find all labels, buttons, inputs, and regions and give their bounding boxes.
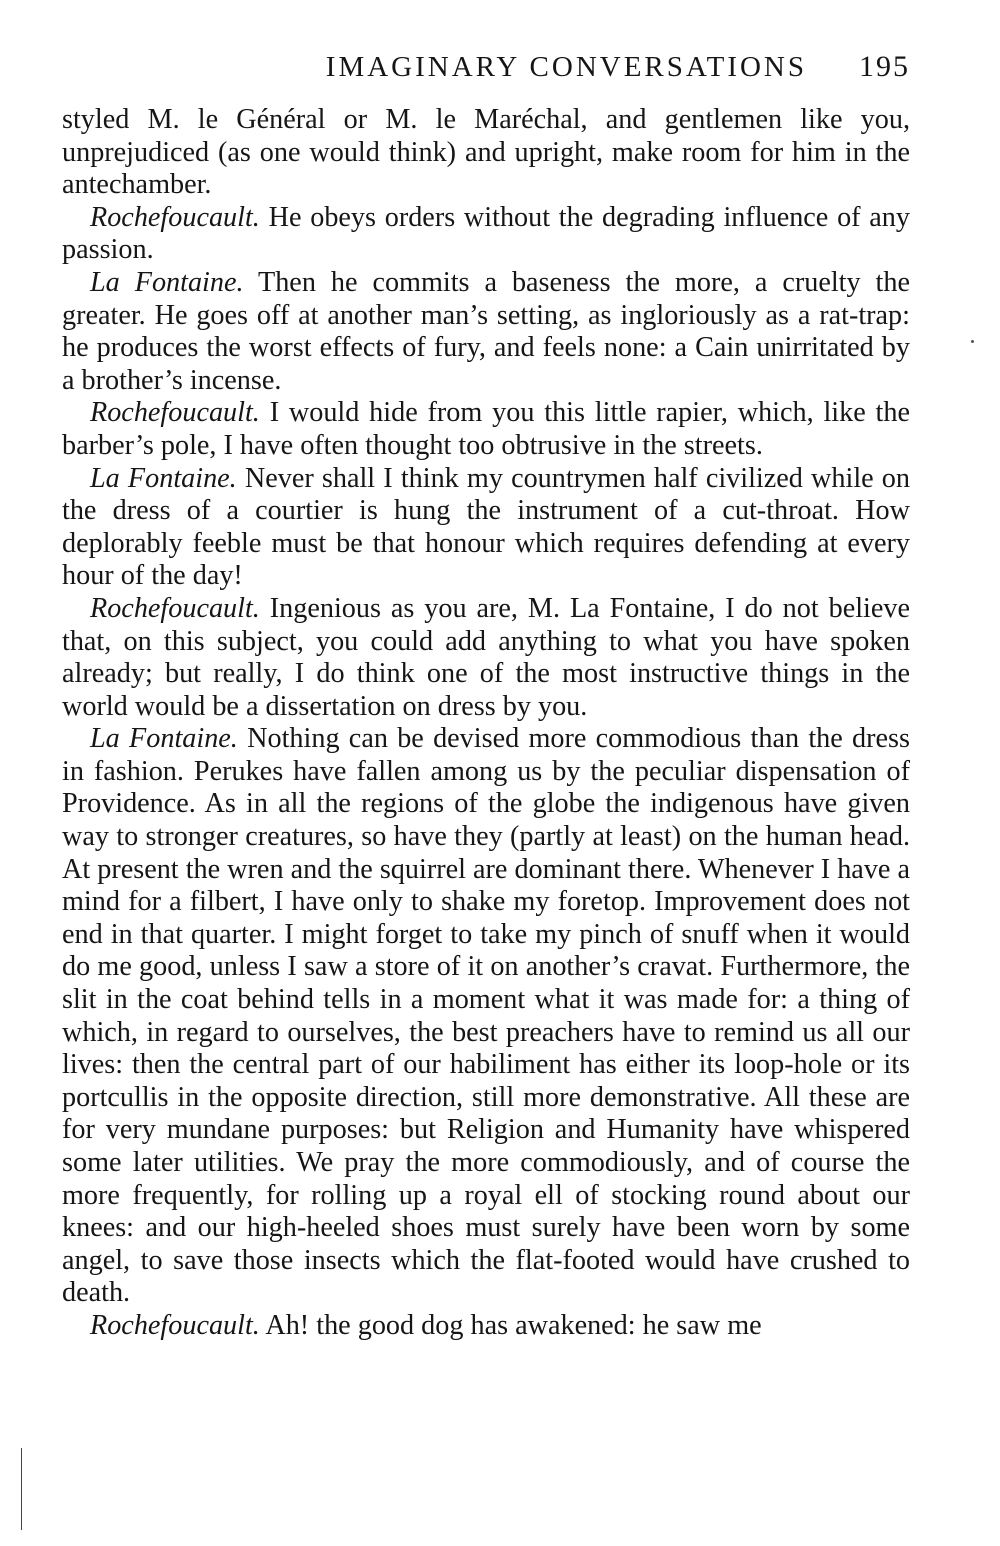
paragraph — [62, 397, 910, 462]
paragraph — [62, 267, 910, 397]
speaker-name: La Fontaine. — [90, 266, 244, 298]
speaker-name: La Fontaine. — [90, 462, 237, 494]
paragraph-text: Nothing can be devised more commodious than the dress in fashion. Perukes have fallen among us by the peculiar dispensation of Providence. As in all the regions of the globe the indigenous have given way to stronger creatures, so have they (partly at least) on the human head. At present the wren and the squirrel are dominant there. Whenever I have a mind for a filbert, I have only to shake my foretop. Improvement does not end in that quarter. I might forget to take my pinch of snuff when it would do me good, unless I saw a store of it on another’s cravat. Furthermore, the slit in the coat behind tells in a moment what it was made for: a thing of which, in regard to ourselves, the best preachers have to remind us all our lives: then the central part of our habiliment has either its loop-hole or its portcullis in the opposite direction, still more demonstrative. All these are for very mundane purposes: but Religion and Humanity have whispered some later utilities. We pray the more commodiously, and of course the more frequently, for rolling up a royal ell of stocking round about our knees: and our high-heeled shoes must surely have been worn by some angel, to save those insects which the flat-footed would have crushed to death. — [62, 723, 910, 1309]
paragraph-text: Then he commits a baseness the more, a cruelty the greater. He goes off at another man’s setting, as ingloriously as a rat-trap: he produces the worst effects of fury, and feels none: a Cain unirritated by a brother’s incense. — [62, 266, 910, 396]
running-title: IMAGINARY CONVERSATIONS — [325, 51, 807, 83]
paragraph-text: He obeys orders without the degrading influence of any passion. — [62, 201, 910, 266]
paragraph — [62, 1310, 910, 1343]
paragraph-text: styled M. le Général or M. le Maréchal, and gentlemen like you, unprejudiced (as one would think) and upright, make room for him in the antechamber. — [62, 104, 910, 201]
paragraph — [62, 723, 910, 1310]
paragraph-text: I would hide from you this little rapier, which, like the barber’s pole, I have often thought too obtrusive in the streets. — [62, 397, 910, 461]
speaker-name: Rochefoucault. — [90, 592, 260, 624]
paragraph-text: Ingenious as you are, M. La Fontaine, I do not believe that, on this subject, you could add anything to what you have spoken already; but really, I do think one of the most instructive things in the world would be a dissertation on dress by you. — [62, 592, 911, 722]
margin-rule — [21, 1448, 22, 1530]
paragraph-text: Never shall I think my countrymen half civilized while on the dress of a courtier is hung the instrument of a cut-throat. How deplorably feeble must be that honour which requires defending at every hour of the day! — [62, 462, 910, 592]
page-number: 195 — [859, 50, 910, 83]
paragraph — [62, 104, 910, 202]
body-text — [62, 104, 910, 1343]
speaker-name: La Fontaine. — [90, 723, 238, 755]
paragraph — [62, 593, 910, 723]
speaker-name: Rochefoucault. — [90, 201, 260, 233]
paragraph — [62, 463, 910, 593]
stray-mark — [971, 340, 974, 343]
paragraph — [62, 202, 910, 267]
book-page — [62, 50, 910, 1343]
speaker-name: Rochefoucault. — [90, 1309, 260, 1341]
speaker-name: Rochefoucault. — [90, 397, 260, 429]
paragraph-text: Ah! the good dog has awakened: he saw me — [265, 1309, 762, 1341]
running-header — [62, 50, 910, 104]
